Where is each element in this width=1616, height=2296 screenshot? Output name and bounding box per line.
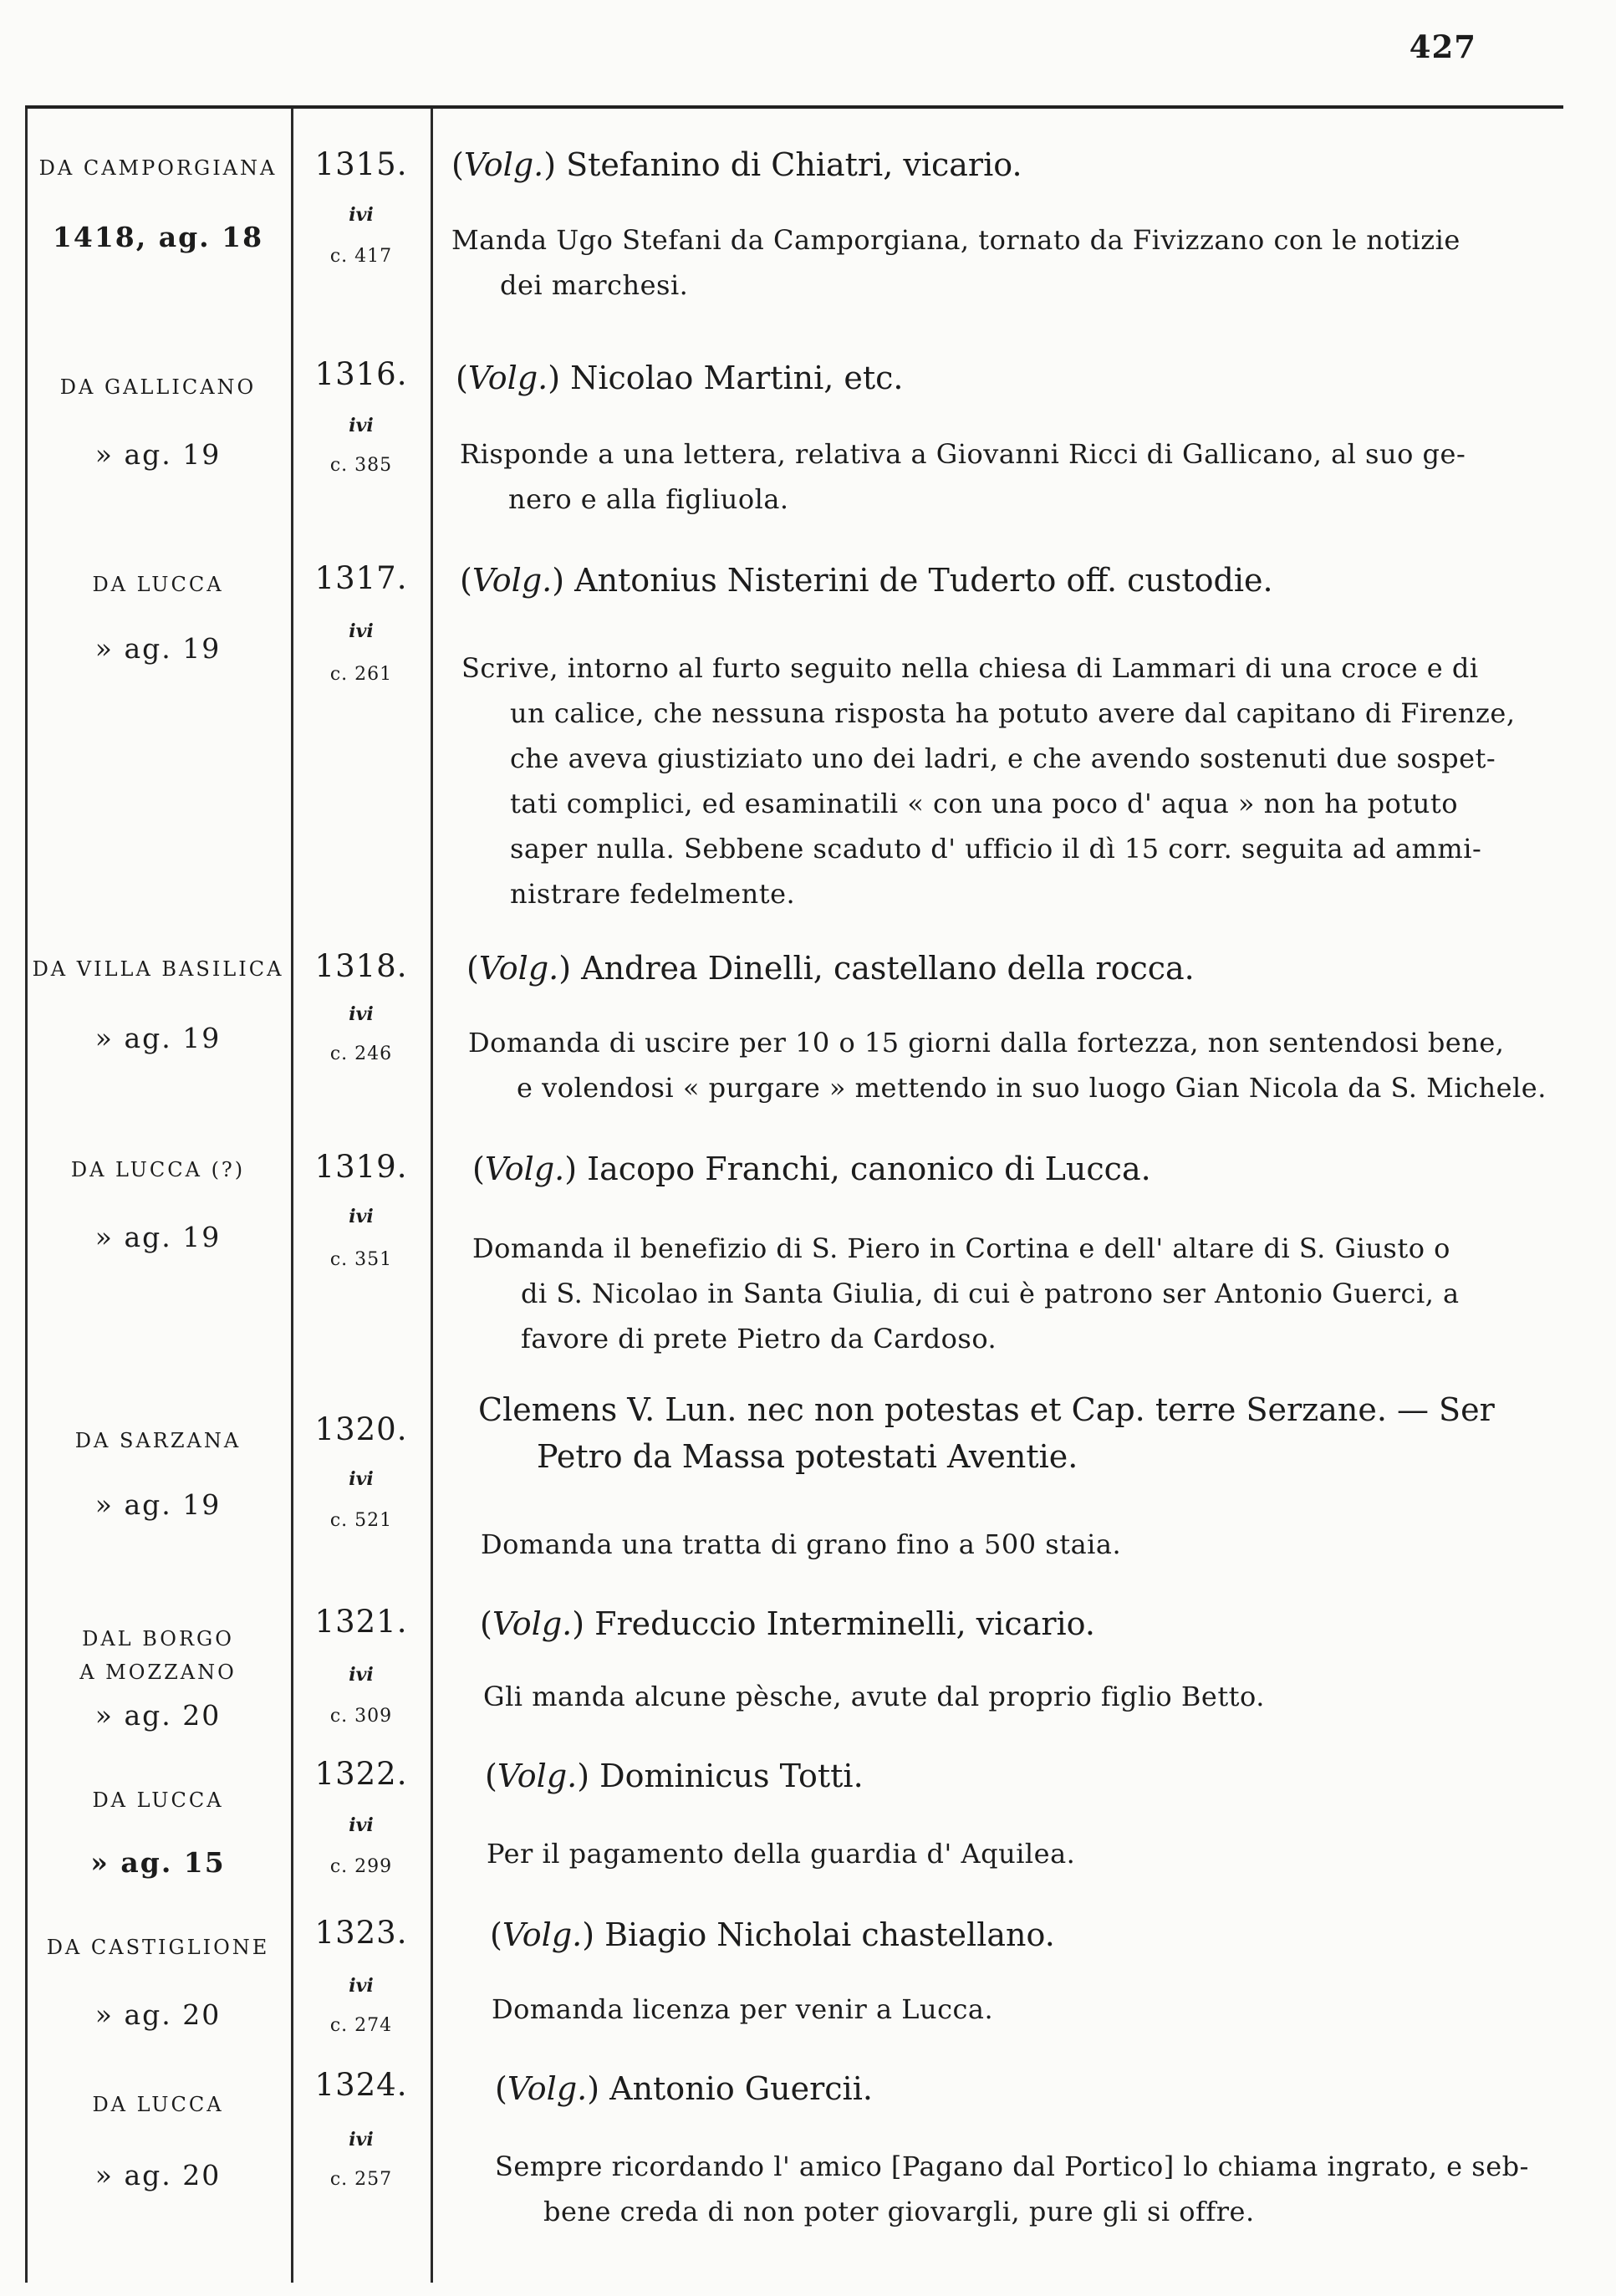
page-number: 427 <box>1409 28 1476 65</box>
entry-date: » ag. 20 <box>94 1699 222 1732</box>
entry-carta: c. 299 <box>329 1856 393 1877</box>
entry-ivi: ivi <box>349 2129 374 2151</box>
entry-carta: c. 257 <box>329 2169 393 2190</box>
entry-number: 1322. <box>314 1756 408 1792</box>
entry-body-line: di S. Nicolao in Santa Giulia, di cui è patrono ser Antonio Guerci, a <box>521 1278 1460 1309</box>
entry-place <box>30 1622 286 1689</box>
entry-body-line: Gli manda alcune pèsche, avute dal proprio figlio Betto. <box>483 1681 1265 1712</box>
entry-number: 1323. <box>314 1915 408 1951</box>
entry-body-line: Domanda licenza per venir a Lucca. <box>492 1993 994 2025</box>
volg-label: Volg. <box>467 360 548 396</box>
entry-body-line: che aveva giustiziato uno dei ladri, e che avendo sostenuti due sospet- <box>510 742 1496 774</box>
entry-carta: c. 385 <box>329 455 393 476</box>
entry-number: 1317. <box>314 560 408 596</box>
entry-body <box>461 645 1583 916</box>
entry-body-line: favore di prete Pietro da Cardoso. <box>521 1323 997 1355</box>
entry-body <box>451 217 1583 308</box>
entry-date: » ag. 20 <box>94 2159 222 2191</box>
entry-ivi: ivi <box>349 620 374 642</box>
entry-body-line: Domanda di uscire per 10 o 15 giorni dalla fortezza, non sentendosi bene, <box>468 1027 1505 1059</box>
entry-place: DA LUCCA <box>92 1788 224 1812</box>
entry-carta: c. 261 <box>329 664 393 685</box>
entry-carta: c. 521 <box>329 1510 393 1531</box>
entry-place-line: A MOZZANO <box>79 1661 237 1684</box>
entry-body-line: dei marchesi. <box>500 269 689 301</box>
entry-carta: c. 246 <box>329 1043 393 1064</box>
entry-ivi: ivi <box>349 204 374 226</box>
entry-date: » ag. 15 <box>90 1846 226 1879</box>
entry-ivi: ivi <box>349 1975 374 1997</box>
entry-place: DA LUCCA (?) <box>70 1158 246 1181</box>
entry-body-line: Scrive, intorno al furto seguito nella chiesa di Lammari di una croce e di <box>461 652 1479 684</box>
entry-body-line: nero e alla figliuola. <box>508 483 789 515</box>
entry-title: (Volg.) Biagio Nicholai chastellano. <box>490 1916 1055 1953</box>
entry-body-line: nistrare fedelmente. <box>510 878 796 910</box>
volg-label: Volg. <box>507 2070 588 2107</box>
entry-title-text: Nicolao Martini, etc. <box>570 360 904 396</box>
entry-body <box>492 1987 1583 2032</box>
entry-date: » ag. 19 <box>94 1221 222 1253</box>
entry-carta: c. 274 <box>329 2015 393 2036</box>
entry-place: DA CAMPORGIANA <box>38 156 278 180</box>
volg-label: Volg. <box>484 1151 565 1187</box>
entry-place: DA SARZANA <box>74 1429 242 1452</box>
entry-body <box>468 1020 1583 1110</box>
entry-body-line: Risponde a una lettera, relativa a Giovanni Ricci di Gallicano, al suo ge- <box>460 438 1466 470</box>
volg-label: Volg. <box>497 1758 578 1794</box>
entry-title-text: Andrea Dinelli, castellano della rocca. <box>581 950 1195 987</box>
entry-title-text: Biagio Nicholai chastellano. <box>604 1916 1055 1953</box>
entry-title: (Volg.) Iacopo Franchi, canonico di Lucca. <box>472 1151 1151 1187</box>
entry-body-line: Sempre ricordando l' amico [Pagano dal Portico] lo chiama ingrato, e seb- <box>495 2151 1529 2182</box>
entry-date: » ag. 20 <box>94 1998 222 2031</box>
volg-label: Volg. <box>478 950 559 987</box>
entry-place: DA LUCCA <box>92 2093 224 2116</box>
entry-title <box>478 1386 1583 1480</box>
entry-title: (Volg.) Dominicus Totti. <box>485 1758 864 1794</box>
entry-title: (Volg.) Antonius Nisterini de Tuderto off. custodie. <box>460 562 1273 599</box>
entry-body-line: tati complici, ed esaminatili « con una poco d' aqua » non ha potuto <box>510 788 1458 819</box>
entry-date: » ag. 19 <box>94 1488 222 1521</box>
entry-number: 1315. <box>314 146 408 182</box>
entry-body-line: Per il pagamento della guardia d' Aquilea. <box>487 1838 1076 1870</box>
entry-number: 1316. <box>314 356 408 392</box>
entry-ivi: ivi <box>349 1468 374 1490</box>
entry-place: DA CASTIGLIONE <box>46 1936 270 1959</box>
entry-title: (Volg.) Stefanino di Chiatri, vicario. <box>451 146 1022 183</box>
entry-title-text: Antonius Nisterini de Tuderto off. custodie. <box>574 562 1273 599</box>
entry-place: DA VILLA BASILICA <box>32 957 284 981</box>
entry-ivi: ivi <box>349 415 374 436</box>
volg-label: Volg. <box>502 1916 583 1953</box>
entry-body <box>481 1522 1583 1567</box>
entry-carta: c. 309 <box>329 1706 393 1727</box>
entry-title: (Volg.) Nicolao Martini, etc. <box>456 360 904 396</box>
entry-number: 1321. <box>314 1604 408 1640</box>
entry-body <box>495 2144 1583 2234</box>
entry-body <box>483 1674 1583 1719</box>
entry-title: (Volg.) Andrea Dinelli, castellano della rocca. <box>466 950 1195 987</box>
entry-body-line: Domanda una tratta di grano fino a 500 staia. <box>481 1528 1122 1560</box>
entry-body-line: saper nulla. Sebbene scaduto d' ufficio il dì 15 corr. seguita ad ammi- <box>510 833 1482 865</box>
entry-ivi: ivi <box>349 1003 374 1025</box>
entry-ivi: ivi <box>349 1814 374 1836</box>
volg-label: Volg. <box>463 146 544 183</box>
entry-title-text: Iacopo Franchi, canonico di Lucca. <box>587 1151 1151 1187</box>
entry-body-line: un calice, che nessuna risposta ha potuto avere dal capitano di Firenze, <box>510 697 1516 729</box>
entry-date: 1418, ag. 18 <box>52 221 264 253</box>
entry-date: » ag. 19 <box>94 438 222 471</box>
entry-title-text: Freduccio Interminelli, vicario. <box>594 1605 1095 1642</box>
entry-place-line: DAL BORGO <box>82 1627 234 1651</box>
entry-title-continuation: Petro da Massa potestati Aventie. <box>537 1438 1078 1475</box>
column-rule-right <box>431 109 433 2283</box>
entry-place: DA LUCCA <box>92 573 224 596</box>
volg-label: Volg. <box>472 562 553 599</box>
entry-body <box>487 1831 1583 1876</box>
column-rule-left <box>25 109 28 2283</box>
entry-body-line: Domanda il benefizio di S. Piero in Cortina e dell' altare di S. Giusto o <box>472 1232 1450 1264</box>
entry-number: 1318. <box>314 948 408 984</box>
entry-title-text: Stefanino di Chiatri, vicario. <box>566 146 1022 183</box>
entry-date: » ag. 19 <box>94 1022 222 1054</box>
entry-title-text: Clemens V. Lun. nec non potestas et Cap. terre Serzane. — Ser <box>478 1391 1495 1428</box>
entry-title: (Volg.) Freduccio Interminelli, vicario. <box>480 1605 1095 1642</box>
entry-number: 1319. <box>314 1149 408 1185</box>
entry-date: » ag. 19 <box>94 632 222 665</box>
entry-title-text: Antonio Guercii. <box>609 2070 873 2107</box>
header-rule <box>25 105 1563 109</box>
entry-carta: c. 351 <box>329 1249 393 1270</box>
entry-number: 1324. <box>314 2067 408 2103</box>
entry-body <box>460 431 1583 522</box>
entry-ivi: ivi <box>349 1206 374 1227</box>
volg-label: Volg. <box>492 1605 573 1642</box>
entry-title: (Volg.) Antonio Guercii. <box>495 2070 873 2107</box>
column-rule-middle <box>291 109 293 2283</box>
entry-carta: c. 417 <box>329 246 393 267</box>
entry-body-line: Manda Ugo Stefani da Camporgiana, tornato da Fivizzano con le notizie <box>451 224 1461 256</box>
entry-number: 1320. <box>314 1411 408 1447</box>
entry-body-line: bene creda di non poter giovargli, pure gli si offre. <box>543 2196 1255 2227</box>
entry-title-text: Dominicus Totti. <box>599 1758 864 1794</box>
entry-body-line: e volendosi « purgare » mettendo in suo luogo Gian Nicola da S. Michele. <box>517 1072 1547 1104</box>
entry-ivi: ivi <box>349 1664 374 1686</box>
entry-body <box>472 1226 1583 1361</box>
entry-place: DA GALLICANO <box>59 375 257 399</box>
